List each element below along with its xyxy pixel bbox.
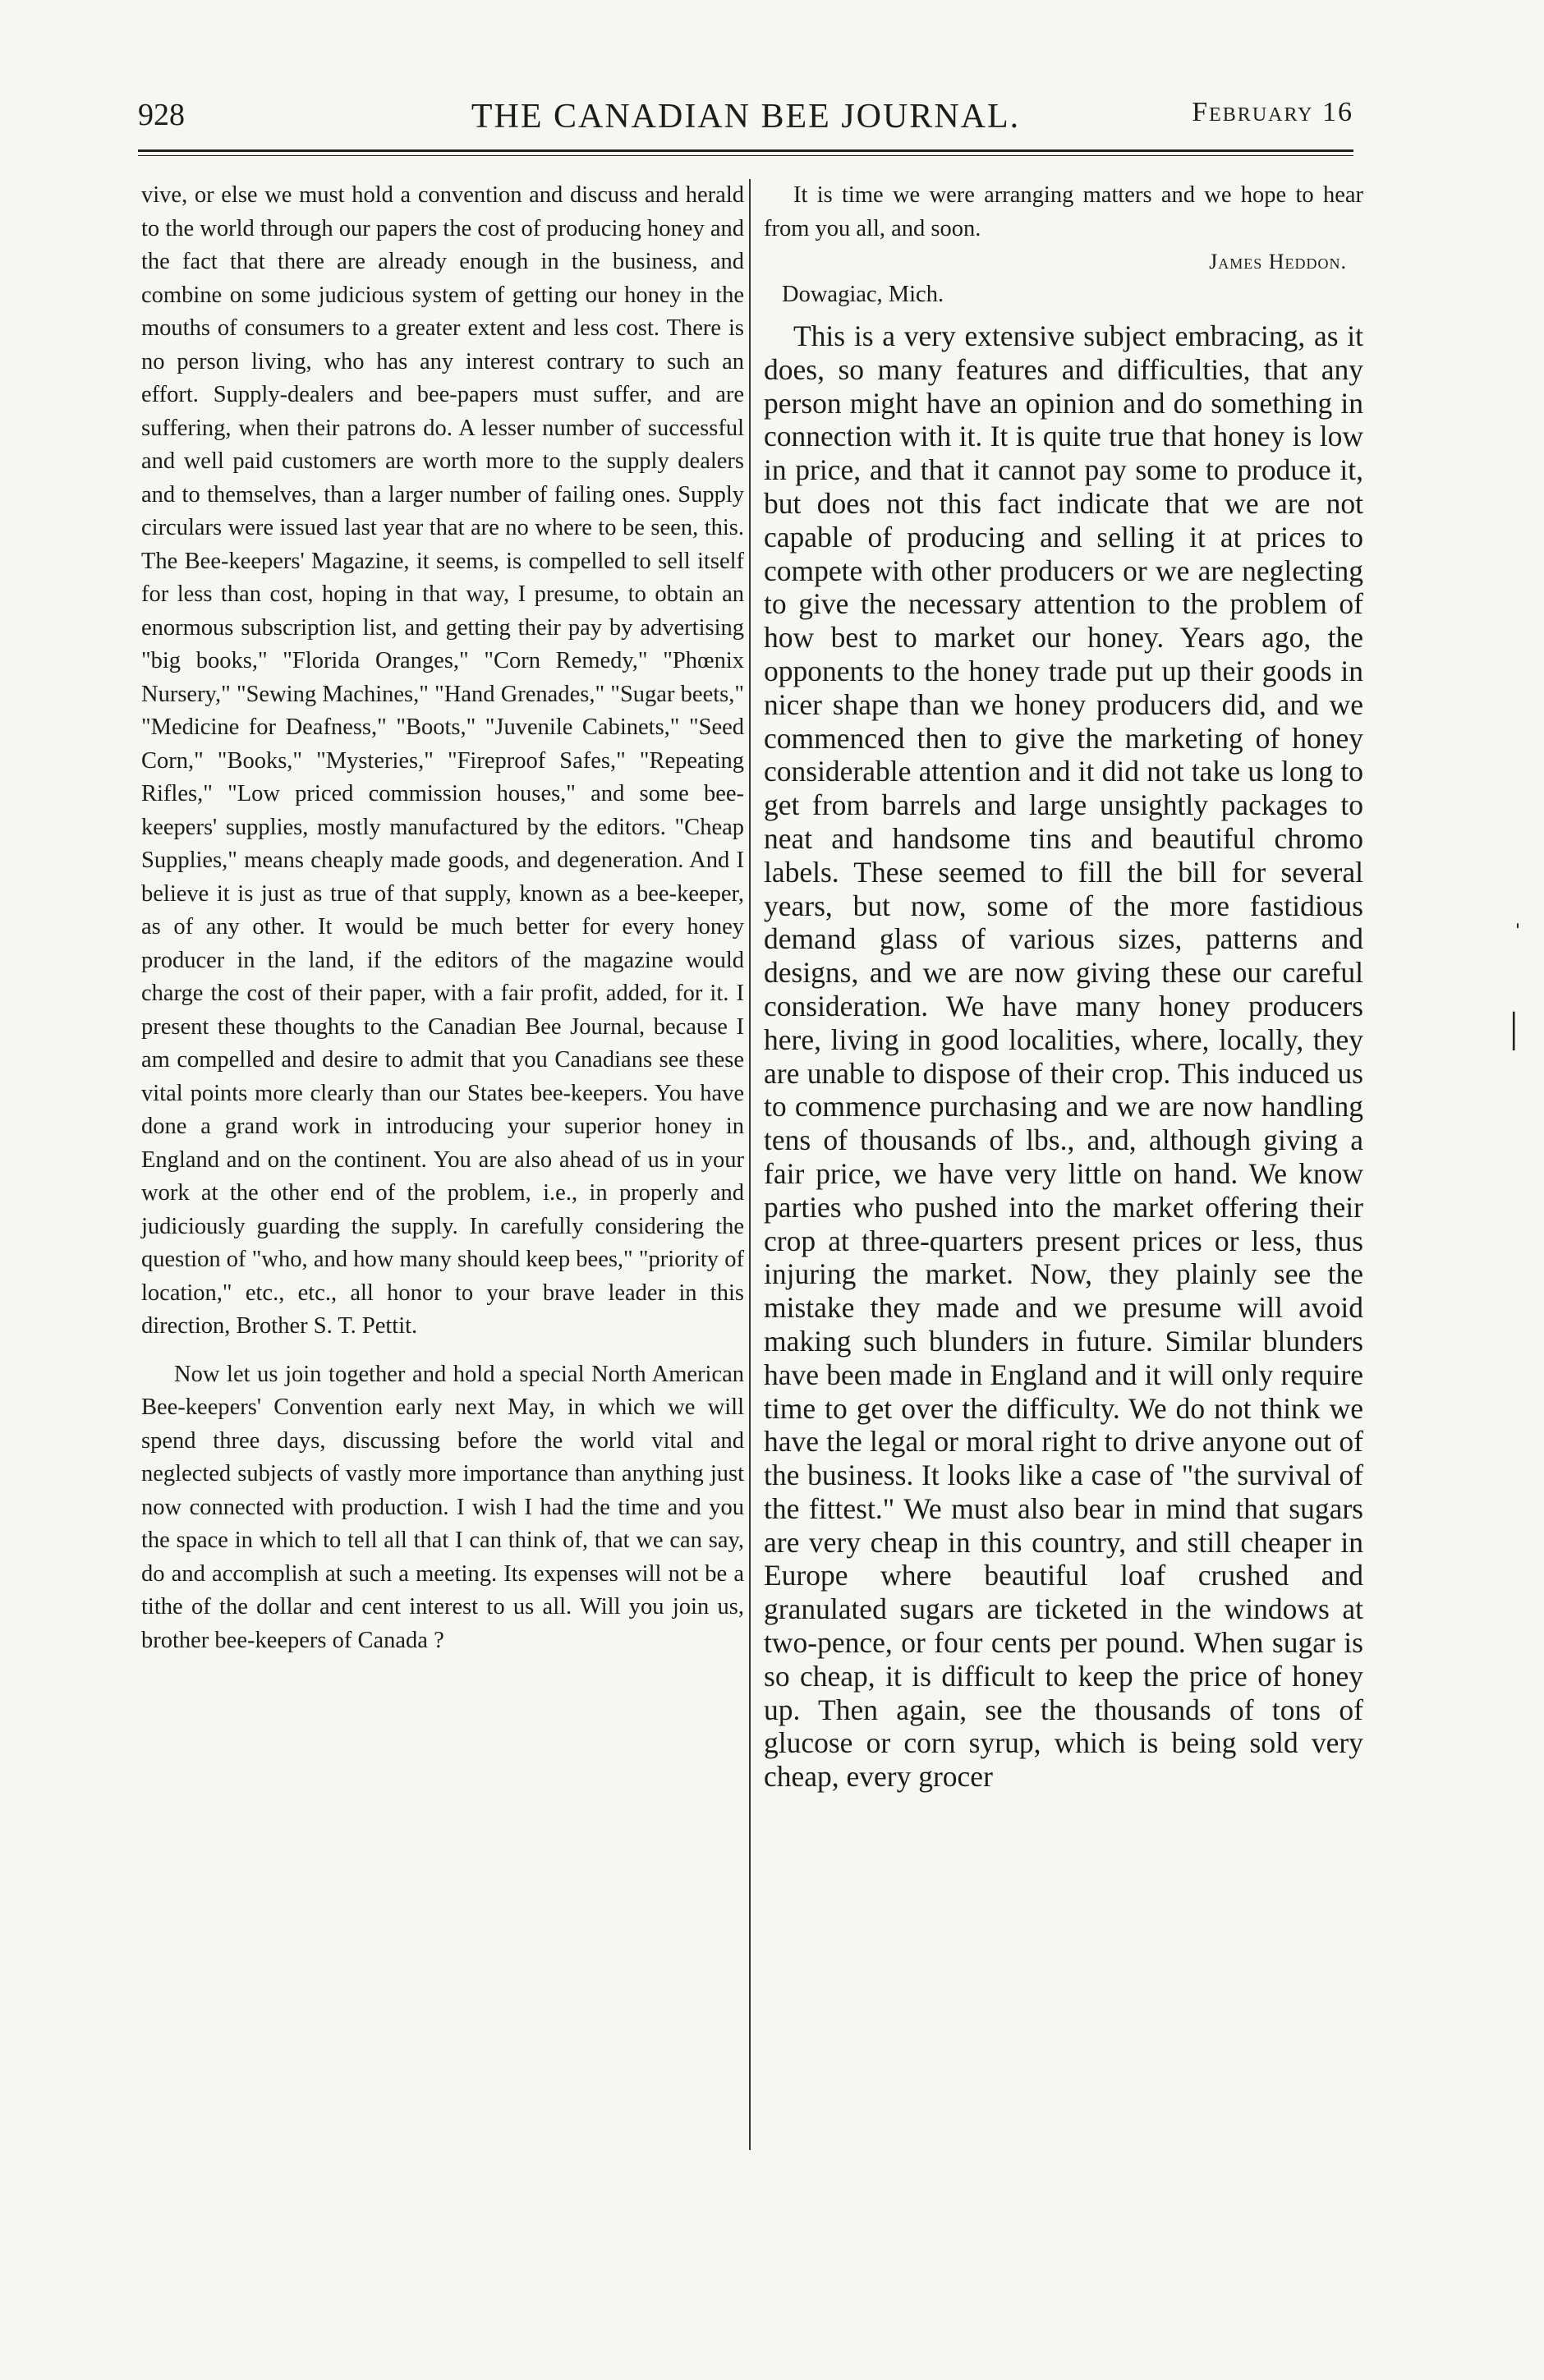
left-column [141, 179, 744, 1657]
letter-signature: James Heddon. [1209, 250, 1347, 273]
right-column [764, 179, 1363, 1794]
letter-closing: It is time we were arranging matters and we hope to hear from you all, and soon. [764, 182, 1363, 241]
issue-date: February 16 [1192, 97, 1353, 127]
margin-mark: | [1510, 1004, 1519, 1051]
journal-title: THE CANADIAN BEE JOURNAL. [471, 98, 1021, 136]
page-number: 928 [138, 98, 185, 132]
page-header [138, 97, 1353, 146]
column-divider [749, 179, 751, 2150]
editor-reply: This is a very extensive subject embracing, as it does, so many features and difficulties, that any person might have an opinion and do something in connection with it. It is quite true that honey is low in price, and that it cannot pay some to produce it, but does not this fact indicate that we are not capable of producing and selling it at prices to compete with other producers or we are neglecting to give the necessary attention to the problem of how best to market our honey. Years ago, the opponents to the honey trade put up their goods in nicer shape than we honey producers did, and we commenced then to give the marketing of honey considerable attention and it did not take us long to get from barrels and large unsightly packages to neat and handsome tins and beautiful chromo labels. These seemed to fill the bill for several years, but now, some of the more fastidious demand glass of various sizes, patterns and designs, and we are now giving these our careful consideration. We have many honey producers here, living in good localities, where, locally, they are unable to dispose of their crop. This induced us to commence purchasing and we are now handling tens of thousands of lbs., and, although giving a fair price, we have very little on hand. We know parties who pushed into the market offering their crop at three-quarters present prices or less, thus injuring the market. Now, they plainly see the mistake they made and we presume will avoid making such blunders in future. Similar blunders have been made in England and it will only require time to get over the difficulty. We do not think we have the legal or moral right to drive anyone out of the business. It looks like a case of "the survival of the fittest." We must also bear in mind that sugars are very cheap in this country, and still cheaper in Europe where beautiful loaf crushed and granulated sugars are ticketed in the windows at two-pence, or four cents per pound. When sugar is so cheap, it is difficult to keep the price of honey up. Then again, see the thousands of tons of glucose or corn syrup, which is being sold very cheap, every grocer [764, 319, 1363, 1794]
left-paragraph-1: vive, or else we must hold a convention and discuss and herald to the world through our papers the cost of producing honey and the fact that there are already enough in the business, and combine on some judicious system of getting our honey in the mouths of consumers to a greater extent and less cost. There is no person living, who has any interest contrary to such an effort. Supply-dealers and bee-papers must suffer, and are suffering, when their patrons do. A lesser number of successful and well paid customers are worth more to the supply dealers and to themselves, than a larger number of failing ones. Supply circulars were issued last year that are no where to be seen, this. The Bee-keepers' Magazine, it seems, is compelled to sell itself for less than cost, hoping in that way, I presume, to obtain an enormous subscription list, and getting their pay by advertising "big books," "Florida Oranges," "Corn Remedy," "Phœnix Nursery," "Sewing Machines," "Hand Grenades," "Sugar beets," "Medicine for Deafness," "Boots," "Juvenile Cabinets," "Seed Corn," "Books," "Mysteries," "Fireproof Safes," "Repeating Rifles," "Low priced commission houses," and some bee-keepers' supplies, mostly manufactured by the editors. "Cheap Supplies," means cheaply made goods, and degeneration. And I believe it is just as true of that supply, known as a bee-keeper, as of any other. It would be much better for every honey producer in the land, if the editors of the magazine would charge the cost of their paper, with a fair profit, added, for it. I present these thoughts to the Canadian Bee Journal, because I am compelled and desire to admit that you Canadians see these vital points more clearly than our States bee-keepers. You have done a grand work in introducing your superior honey in England and on the continent. You are also ahead of us in your work at the other end of the problem, i.e., in properly and judiciously guarding the supply. In carefully considering the question of "who, and how many should keep bees," "priority of location," etc., etc., all honor to your brave leader in this direction, Brother S. T. Pettit. [141, 182, 744, 1339]
margin-mark: ˌ [1513, 895, 1523, 928]
header-rule-thick [138, 149, 1353, 152]
header-rule-thin [138, 155, 1353, 156]
left-paragraph-2: Now let us join together and hold a special North American Bee-keepers' Convention early next May, in which we will spend three days, discussing before the world vital and neglected subjects of vastly more importance than anything just now connected with production. I wish I had the time and you the space in which to tell all that I can think of, that we can say, do and accomplish at such a meeting. Its expenses will not be a tithe of the dollar and cent interest to us all. Will you join us, brother bee-keepers of Canada ? [141, 1361, 744, 1653]
letter-place: Dowagiac, Mich. [782, 282, 944, 307]
